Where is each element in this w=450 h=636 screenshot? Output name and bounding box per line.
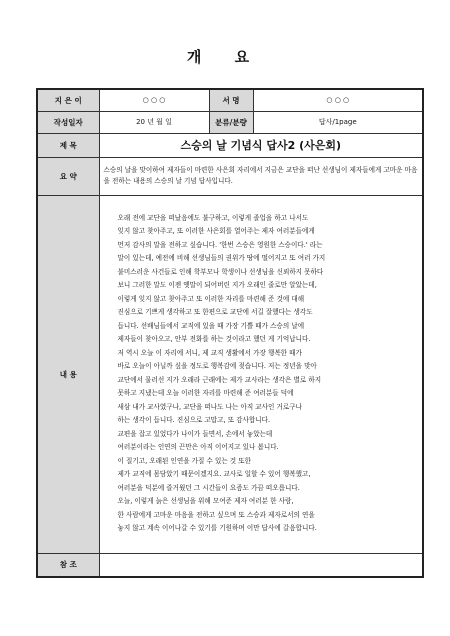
content-line: 하는 생각이 듭니다. 진심으로 고맙고, 또 감사합니다.: [117, 416, 271, 424]
content-line: 오래 전에 교단을 떠났음에도 불구하고, 이렇게 졸업을 하고 나서도: [117, 213, 309, 222]
category-label: 분류/분량: [209, 111, 253, 133]
content-line: 듭니다. 선배님들에서 교직에 있을 때 가장 기쁠 때가 스승의 날에: [117, 321, 305, 330]
content-line: 못하고 지냈는데 오늘 이러한 자리를 마련해 준 여러분들 덕에: [117, 389, 294, 397]
content-line: 바로 오늘이 아닐까 싶을 정도로 행복감에 젖습니다. 저는 정년을 맞아: [117, 362, 317, 370]
reference-value: [99, 553, 423, 577]
reference-label: 참 조: [37, 553, 99, 577]
content-line: 이 질기고, 오래된 인연을 가질 수 있는 것 또한: [117, 456, 252, 465]
content-line: 먼저 감사의 말을 전하고 싶습니다. '한번 스승은 영원한 스승이다.' 라는: [117, 240, 323, 249]
content-line: 저 역시 오늘 이 자리에 서니, 제 교직 생활에서 가장 행복한 때가: [117, 348, 302, 357]
content-line: 제자들이 찾아오고, 안부 전화를 하는 것이라고 했던 게 기억납니다.: [117, 335, 311, 343]
summary-table: [36, 88, 424, 578]
document-title: 개 요: [186, 48, 264, 66]
content-line: 여러분을 덕분에 즐거웠던 그 시간들이 요즘도 가끔 떠오릅니다.: [117, 483, 300, 492]
content-line: 한 사람에게 고마운 마음을 전하고 싶으며 또 스승과 제자로서의 연을: [117, 510, 315, 519]
summary-value: 스승의 날을 맞이하여 제자들이 마련한 사은회 자리에서 지금은 교단을 떠난 선생님이 제자들에게 고마운 마음을 전하는 내용의 스승의 날 기념 답사입니다.: [99, 157, 423, 195]
book-name-label: 서 명: [209, 89, 253, 111]
content-line: 이렇게 잊지 않고 찾아주고 또 이러한 자리를 마련해 준 것에 대해: [117, 294, 305, 303]
content-line: 보니 그러한 말도 이젠 옛말이 되어버린 지가 오래인 줄로만 알았는데,: [117, 281, 317, 289]
content-line: 불미스러운 사건들로 인해 학부모나 학생이나 선생님을 신뢰하지 못하다: [117, 267, 324, 276]
content-line: 진심으로 기쁘게 생각하고 또 한편으로 교단에 서길 잘했다는 생각도: [117, 308, 313, 316]
date-value: 20 년 월 일: [99, 111, 209, 133]
date-label: 작성일자: [37, 111, 99, 133]
summary-label: 요 약: [37, 157, 99, 195]
subject-label: 제 목: [37, 133, 99, 157]
content-line: 말이 있는데, 예전에 비해 선생님들의 권위가 땅에 떨어지고 또 여러 가지: [117, 254, 326, 262]
content-line: 제가 교직에 몸담았기 때문이겠지요. 교사로 일할 수 있어 행복했고,: [117, 470, 311, 478]
content-line: 놓지 않고 계속 이어나갈 수 있기를 기원하며 이만 답사에 갈음합니다.: [117, 524, 317, 532]
author-label: 지 은 이: [37, 89, 99, 111]
content-line: 새삼 내가 교사였구나, 교단을 떠나도 나는 아직 교사인 거로구나: [117, 402, 302, 411]
content-line: 잊지 않고 찾아주고, 또 이러한 사은회를 열어주는 제자 여러분들에게: [117, 227, 315, 235]
author-value: ○ ○ ○: [99, 89, 209, 111]
category-value: 답사/1page: [253, 111, 423, 133]
book-name-value: ○ ○ ○: [253, 89, 423, 111]
content-line: 교단에서 물러선 지가 오래라 근래에는 제가 교사라는 생각은 별로 하지: [117, 375, 322, 384]
content-line: 오늘, 이렇게 늙은 선생님을 위해 모여준 제자 여러분 한 사람,: [117, 497, 294, 505]
content-line: 교편을 잡고 있었다가 나이가 들면서, 손에서 놓았는데: [117, 429, 273, 438]
content-label: 내 용: [37, 195, 99, 553]
subject-value: 스승의 날 기념식 답사2 (사은회): [99, 133, 423, 157]
content-body: [99, 195, 423, 553]
content-line: 여러분이라는 인연의 끈만은 아직 이어지고 있나 봅니다.: [117, 443, 279, 451]
